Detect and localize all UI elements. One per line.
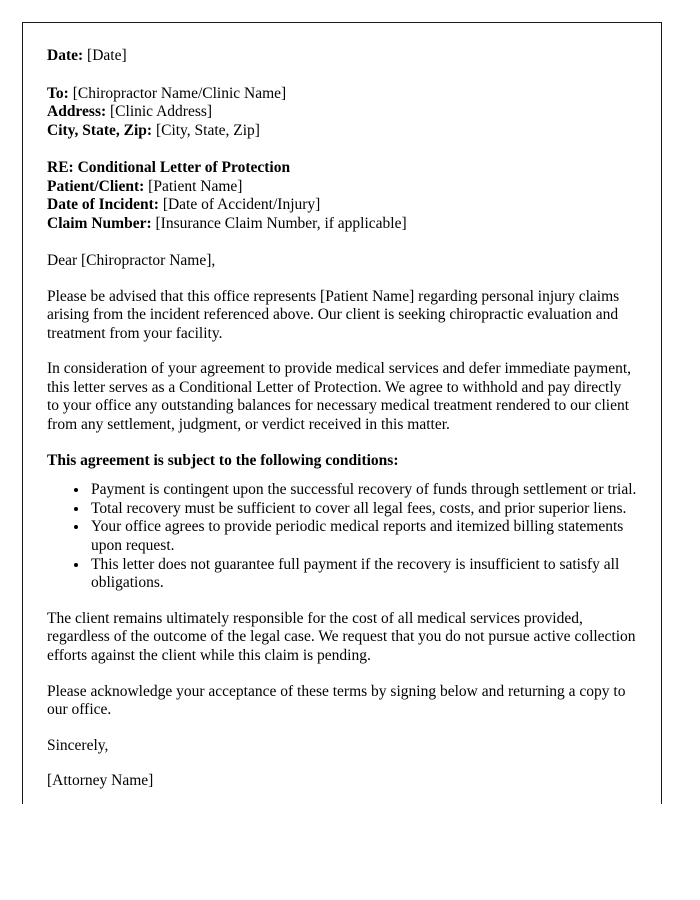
city-state-zip-line <box>47 122 637 141</box>
list-item: • This letter does not guarantee full payment if the recovery is insufficient to satisfy all obligations. <box>89 556 637 593</box>
incident-date-label: Date of Incident: <box>47 196 159 213</box>
recipient-line <box>47 85 637 104</box>
patient-line <box>47 178 637 197</box>
salutation: Dear [Chiropractor Name], <box>47 252 216 269</box>
claim-number-line <box>47 215 637 234</box>
re-line: RE: Conditional Letter of Protection <box>47 159 291 176</box>
conditions-list <box>47 481 637 593</box>
spacer <box>47 343 637 360</box>
date-value: [Date] <box>87 47 127 64</box>
address-line <box>47 103 637 122</box>
spacer <box>47 271 637 288</box>
document-body <box>23 23 661 791</box>
incident-date-value: [Date of Accident/Injury] <box>162 196 321 213</box>
to-value: [Chiropractor Name/Clinic Name] <box>72 84 287 102</box>
city-state-zip-value: [City, State, Zip] <box>155 121 260 139</box>
body-paragraph-3: The client remains ultimately responsible for the cost of all medical services provided, regardless of the outcome of the legal case. We request that you do not pursue active collection efforts against the client while this claim is pending. <box>47 609 636 664</box>
spacer <box>47 435 637 452</box>
body-paragraph-1: Please be advised that this office represents [Patient Name] regarding personal injury claims arising from the incident referenced above. Our client is seeking chiropractic evaluation and treatment from your facility. <box>47 287 620 342</box>
spacer <box>47 755 637 772</box>
body-paragraph-4: Please acknowledge your acceptance of these terms by signing below and returning a copy to our office. <box>47 682 626 719</box>
claim-number-value: [Insurance Claim Number, if applicable] <box>155 214 407 232</box>
valediction: Sincerely, <box>47 736 109 754</box>
signature-name: [Attorney Name] <box>47 772 154 790</box>
date-line <box>47 47 637 66</box>
address-label: Address: <box>47 103 107 120</box>
incident-date-line <box>47 196 637 215</box>
date-label: Date: <box>47 47 84 64</box>
patient-value: [Patient Name] <box>148 177 243 195</box>
list-item: • Your office agrees to provide periodic medical reports and itemized billing statements upon request. <box>89 518 637 555</box>
patient-label: Patient/Client: <box>47 177 145 195</box>
spacer <box>47 666 637 683</box>
address-value: [Clinic Address] <box>110 103 213 120</box>
to-label: To: <box>47 84 69 102</box>
city-state-zip-label: City, State, Zip: <box>47 121 153 139</box>
conditions-heading: This agreement is subject to the following conditions: <box>47 451 399 469</box>
spacer <box>47 593 637 610</box>
document-page <box>22 22 662 804</box>
claim-number-label: Claim Number: <box>47 214 152 232</box>
body-paragraph-2: In consideration of your agreement to provide medical services and defer immediate payment, this letter serves as a Conditional Letter of Protection. We agree to withhold and pay directly to your office any outstanding balances for necessary medical treatment rendered to our client from any settlement, judgment, or verdict received in this matter. <box>47 360 632 434</box>
spacer <box>47 233 637 252</box>
spacer <box>47 720 637 737</box>
list-item: • Payment is contingent upon the successful recovery of funds through settlement or trial. <box>89 481 637 500</box>
spacer <box>47 140 637 159</box>
list-item: • Total recovery must be sufficient to cover all legal fees, costs, and prior superior liens. <box>89 500 637 519</box>
spacer <box>47 66 637 85</box>
